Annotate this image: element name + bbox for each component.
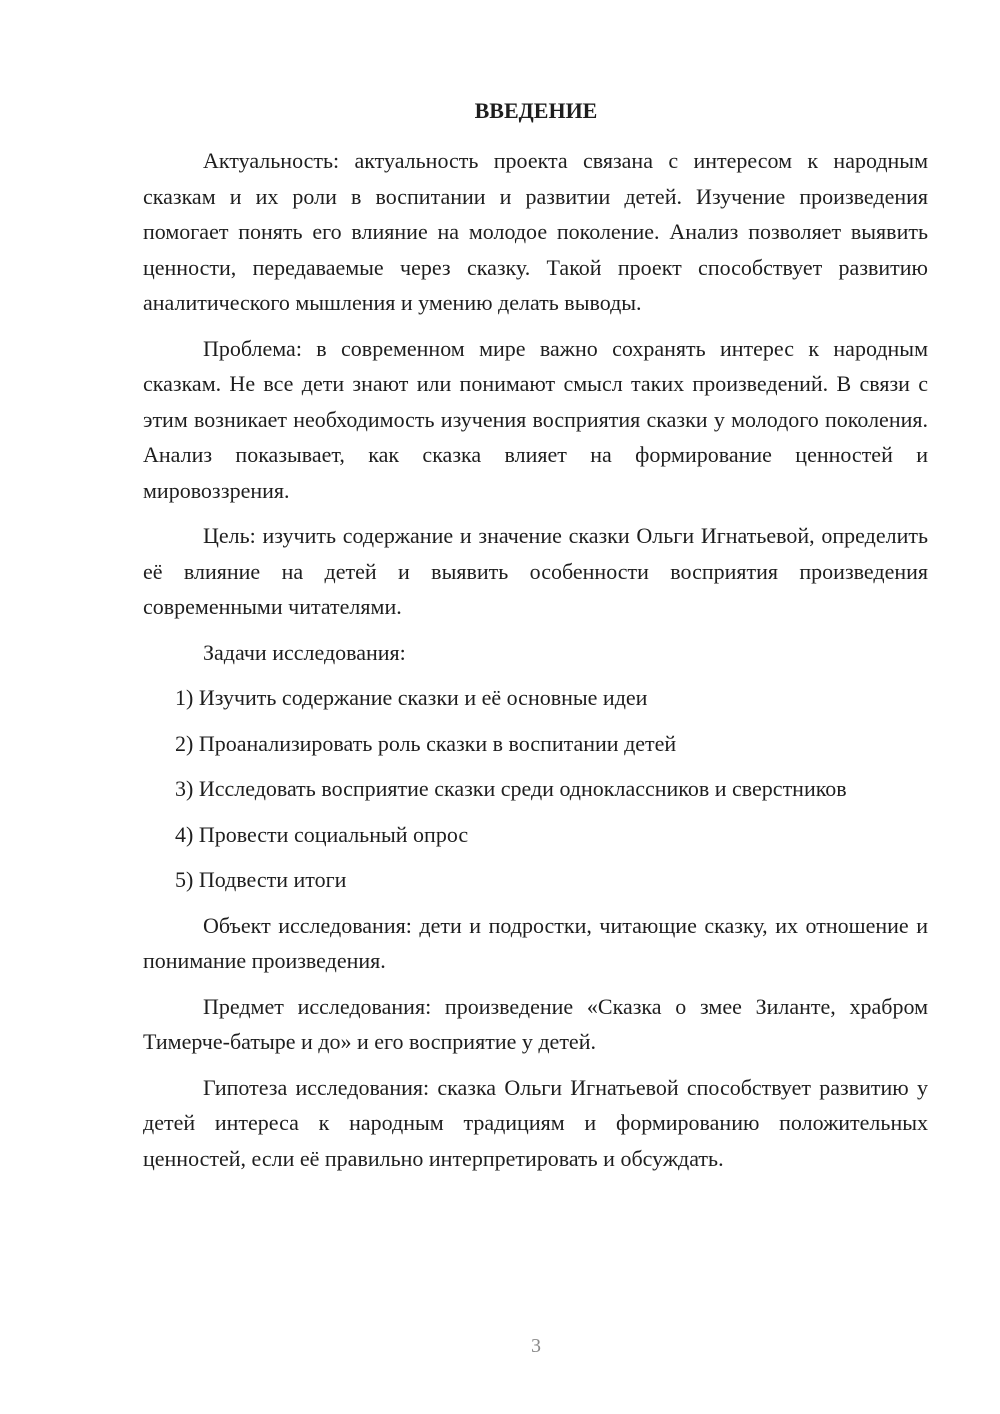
paragraph-relevance: Актуальность: актуальность проекта связана с интересом к народным сказкам и их роли в воспитании и развитии детей. Изучение произведения помогает понять его влияние на молодое поколение. Анализ позволяет выявить ценности, передаваемые через сказку. Такой проект способствует развитию аналитического мышления и умению делать выводы.	[143, 148, 928, 315]
task-item-2: 2) Проанализировать роль сказки в воспитании детей	[175, 730, 677, 756]
task-item-1: 1) Изучить содержание сказки и её основные идеи	[175, 685, 648, 710]
paragraph-object: Объект исследования: дети и подростки, читающие сказку, их отношение и понимание произведения.	[143, 912, 928, 973]
page-number: 3	[531, 1335, 541, 1357]
task-item-3: 3) Исследовать восприятие сказки среди одноклассников и сверстников	[175, 776, 847, 801]
paragraph-tasks-heading: Задачи исследования:	[203, 639, 406, 665]
paragraph-problem: Проблема: в современном мире важно сохранять интерес к народным сказкам. Не все дети знают или понимают смысл таких произведений. В связи с этим возникает необходимость изучения восприятия сказки у молодого поколения. Анализ показывает, как сказка влияет на формирование ценностей и мировоззрения.	[143, 335, 928, 503]
paragraph-hypothesis: Гипотеза исследования: сказка Ольги Игнатьевой способствует развитию у детей интереса к народным традициям и формированию положительных ценностей, если её правильно интерпретировать и обсуждать.	[143, 1074, 928, 1171]
task-item-5: 5) Подвести итоги	[175, 867, 347, 892]
page-title: ВВЕДЕНИЕ	[474, 98, 598, 123]
paragraph-goal: Цель: изучить содержание и значение сказки Ольги Игнатьевой, определить её влияние на детей и выявить особенности восприятия произведения современными читателями.	[143, 523, 928, 619]
document-body	[143, 143, 928, 1186]
task-item-4: 4) Провести социальный опрос	[175, 821, 469, 847]
paragraph-subject: Предмет исследования: произведение «Сказка о змее Зиланте, храбром Тимерче-батыре и до» и его восприятие у детей.	[143, 993, 928, 1054]
